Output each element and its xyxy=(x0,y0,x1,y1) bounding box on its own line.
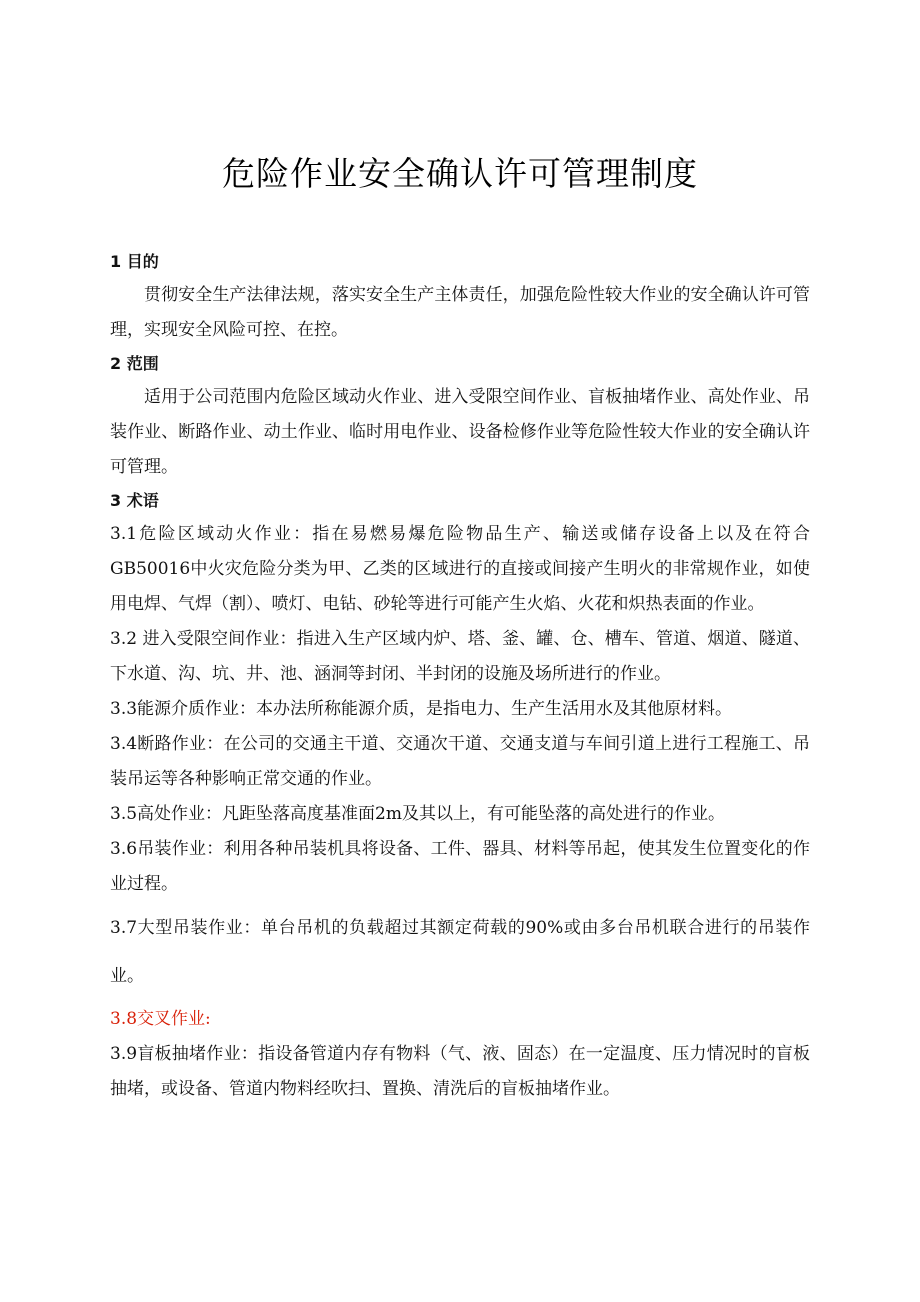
term-item-3-9: 3.9盲板抽堵作业：指设备管道内存有物料（气、液、固态）在一定温度、压力情况时的盲板抽堵，或设备、管道内物料经吹扫、置换、清洗后的盲板抽堵作业。 xyxy=(110,1044,810,1099)
section-heading-scope: 2 范围 xyxy=(110,354,159,373)
term-item-3-5: 3.5高处作业：凡距坠落高度基准面2m及其以上，有可能坠落的高处进行的作业。 xyxy=(110,804,725,824)
document-body xyxy=(110,246,810,1107)
document-title: 危险作业安全确认许可管理制度 xyxy=(222,154,698,193)
section-heading-purpose: 1 目的 xyxy=(110,252,159,271)
term-item-3-4: 3.4断路作业：在公司的交通主干道、交通次干道、交通支道与车间引道上进行工程施工、吊装吊运等各种影响正常交通的作业。 xyxy=(110,734,810,789)
term-item-3-2: 3.2 进入受限空间作业：指进入生产区域内炉、塔、釜、罐、仓、槽车、管道、烟道、隧道、下水道、沟、坑、井、池、涵洞等封闭、半封闭的设施及场所进行的作业。 xyxy=(110,629,810,684)
section-paragraph-scope: 适用于公司范围内危险区域动火作业、进入受限空间作业、盲板抽堵作业、高处作业、吊装作业、断路作业、动土作业、临时用电作业、设备检修作业等危险性较大作业的安全确认许可管理。 xyxy=(110,387,810,477)
term-item-3-8: 3.8交叉作业: xyxy=(110,1009,211,1029)
term-item-3-6: 3.6吊装作业：利用各种吊装机具将设备、工件、器具、材料等吊起，使其发生位置变化的作业过程。 xyxy=(110,839,810,894)
section-paragraph-purpose: 贯彻安全生产法律法规，落实安全生产主体责任，加强危险性较大作业的安全确认许可管理，实现安全风险可控、在控。 xyxy=(110,285,810,340)
section-heading-terms: 3 术语 xyxy=(110,491,159,510)
term-item-3-1: 3.1危险区域动火作业：指在易燃易爆危险物品生产、输送或储存设备上以及在符合GB50016中火灾危险分类为甲、乙类的区域进行的直接或间接产生明火的非常规作业，如使用电焊、气焊（割）、喷灯、电钻、砂轮等进行可能产生火焰、火花和炽热表面的作业。 xyxy=(110,524,810,614)
term-item-3-3: 3.3能源介质作业：本办法所称能源介质，是指电力、生产生活用水及其他原材料。 xyxy=(110,699,733,719)
term-item-3-7: 3.7大型吊装作业：单台吊机的负载超过其额定荷载的90%或由多台吊机联合进行的吊装作业。 xyxy=(110,918,810,986)
